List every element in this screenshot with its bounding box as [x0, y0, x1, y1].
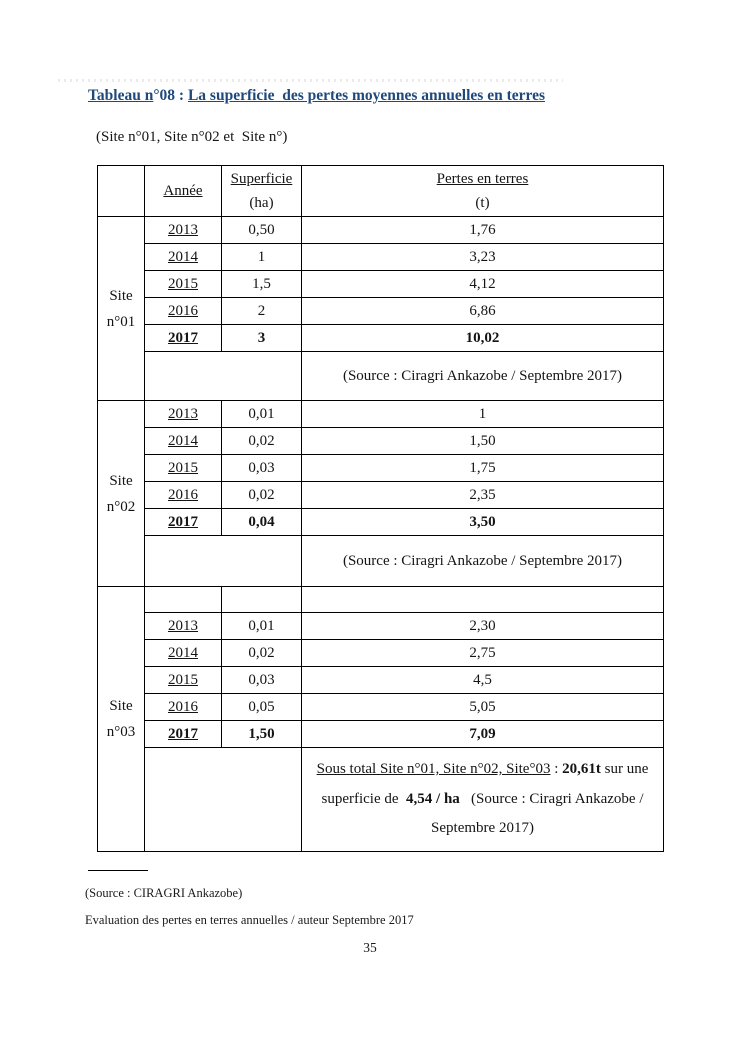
year-cell — [145, 482, 222, 509]
year-value: 2016 — [168, 698, 198, 715]
superficie-cell: 0,02 — [222, 640, 302, 667]
pertes-cell: 5,05 — [302, 694, 664, 721]
site1-label-line2: n°01 — [106, 313, 136, 330]
site3-label-line2: n°03 — [106, 724, 136, 740]
year-value: 2013 — [168, 221, 198, 238]
source-note-cell: (Source : Ciragri Ankazobe / Septembre 2017) — [302, 536, 664, 587]
table-row — [98, 613, 664, 640]
header-superficie-cell — [222, 166, 302, 217]
site2-label-cell — [98, 401, 145, 587]
year-value: 2016 — [168, 302, 198, 319]
pertes-cell: 4,5 — [302, 667, 664, 694]
title-mid: °08 : — [153, 87, 188, 104]
site3-label-line1: Site — [109, 698, 133, 714]
superficie-cell: 0,02 — [222, 482, 302, 509]
source-note-cell: (Source : Ciragri Ankazobe / Septembre 2017) — [302, 352, 664, 401]
year-cell — [145, 455, 222, 482]
pertes-cell: 2,75 — [302, 640, 664, 667]
empty-cell — [222, 587, 302, 613]
title-lead: Tableau n — [88, 87, 154, 104]
year-value: 2015 — [168, 459, 198, 476]
page-number: 35 — [363, 940, 377, 955]
source-note-row — [98, 352, 664, 401]
pertes-cell: 1,76 — [302, 217, 664, 244]
pertes-cell: 2,30 — [302, 613, 664, 640]
year-value: 2013 — [168, 617, 198, 634]
header-site-cell — [98, 166, 145, 217]
year-value: 2017 — [168, 513, 198, 530]
superficie-cell: 1,50 — [222, 721, 302, 748]
year-value: 2015 — [168, 275, 198, 292]
table-row — [98, 217, 664, 244]
source-note-row — [98, 536, 664, 587]
year-value: 2014 — [168, 432, 198, 449]
losses-table — [97, 165, 664, 852]
table-row — [98, 694, 664, 721]
subtotal-area-value: 4,54 / ha — [406, 790, 460, 807]
year-cell — [145, 298, 222, 325]
superficie-cell: 0,04 — [222, 509, 302, 536]
table-header-row — [98, 166, 664, 217]
year-cell — [145, 694, 222, 721]
site1-label-line1: Site — [109, 287, 133, 304]
header-annee-cell — [145, 166, 222, 217]
pertes-cell: 1,50 — [302, 428, 664, 455]
superficie-cell: 3 — [222, 325, 302, 352]
year-value: 2016 — [168, 486, 198, 503]
pertes-cell: 3,23 — [302, 244, 664, 271]
header-pertes-cell — [302, 166, 664, 217]
pertes-cell: 1,75 — [302, 455, 664, 482]
year-cell — [145, 271, 222, 298]
year-cell — [145, 640, 222, 667]
superficie-cell: 0,02 — [222, 428, 302, 455]
year-cell — [145, 325, 222, 352]
pertes-cell: 7,09 — [302, 721, 664, 748]
pertes-cell: 1 — [302, 401, 664, 428]
header-pertes-unit: (t) — [475, 195, 490, 211]
header-superficie-label: Superficie — [230, 171, 293, 187]
empty-cell — [302, 587, 664, 613]
pertes-cell: 2,35 — [302, 482, 664, 509]
year-cell — [145, 721, 222, 748]
year-value: 2015 — [168, 671, 198, 688]
table-row-total — [98, 325, 664, 352]
table-row — [98, 640, 664, 667]
superficie-cell: 1,5 — [222, 271, 302, 298]
subtotal-tail-text: (Source : Ciragri Ankazobe / Septembre 2017) — [431, 790, 648, 837]
header-annee-label: Année — [163, 183, 203, 199]
table-row — [98, 244, 664, 271]
subtotal-total-value: 20,61t — [562, 761, 601, 778]
footnote-source: (Source : CIRAGRI Ankazobe) — [85, 886, 243, 900]
empty-cell — [145, 536, 302, 587]
subtotal-label: Sous total Site n°01, Site n°02, Site°03 — [316, 761, 551, 778]
title-rest: La superficie des pertes moyennes annuelles en terres — [187, 87, 545, 104]
superficie-cell: 2 — [222, 298, 302, 325]
superficie-cell: 0,03 — [222, 667, 302, 694]
superficie-cell: 0,05 — [222, 694, 302, 721]
superficie-cell: 1 — [222, 244, 302, 271]
table-row — [98, 298, 664, 325]
footnote-separator — [88, 870, 148, 871]
empty-cell — [145, 587, 222, 613]
year-value: 2017 — [168, 725, 198, 742]
year-cell — [145, 509, 222, 536]
site2-label-line1: Site — [109, 472, 133, 489]
pertes-cell: 3,50 — [302, 509, 664, 536]
table-row — [98, 455, 664, 482]
empty-cell — [145, 352, 302, 401]
year-value: 2013 — [168, 405, 198, 422]
scan-artifact-band — [58, 79, 563, 82]
table-row-total — [98, 721, 664, 748]
year-value: 2017 — [168, 329, 198, 346]
empty-cell — [145, 748, 302, 852]
table-row — [98, 428, 664, 455]
year-value: 2014 — [168, 644, 198, 661]
superficie-cell: 0,01 — [222, 613, 302, 640]
table-row — [98, 482, 664, 509]
table-row-total — [98, 509, 664, 536]
year-value: 2014 — [168, 248, 198, 265]
header-pertes-label: Pertes en terres — [436, 171, 529, 187]
year-cell — [145, 667, 222, 694]
year-cell — [145, 428, 222, 455]
subtotal-cell — [302, 748, 664, 852]
header-superficie-unit: (ha) — [249, 195, 274, 211]
pertes-cell: 10,02 — [302, 325, 664, 352]
subtotal-colon: : — [550, 761, 563, 778]
year-cell — [145, 613, 222, 640]
footnote-evaluation: Evaluation des pertes en terres annuelles / auteur Septembre 2017 — [85, 913, 414, 927]
table-row — [98, 271, 664, 298]
year-cell — [145, 401, 222, 428]
superficie-cell: 0,50 — [222, 217, 302, 244]
year-cell — [145, 244, 222, 271]
superficie-cell: 0,01 — [222, 401, 302, 428]
year-cell — [145, 217, 222, 244]
table-row — [98, 667, 664, 694]
site2-label-line2: n°02 — [106, 498, 136, 515]
site1-label-cell — [98, 217, 145, 401]
page-title — [88, 87, 545, 105]
page-subtitle: (Site n°01, Site n°02 et Site n°) — [96, 129, 288, 145]
pertes-cell: 4,12 — [302, 271, 664, 298]
spacer-row — [98, 587, 664, 613]
subtotal-mid-text: sur une superficie de — [321, 761, 653, 807]
pertes-cell: 6,86 — [302, 298, 664, 325]
subtotal-row — [98, 748, 664, 852]
superficie-cell: 0,03 — [222, 455, 302, 482]
table-row — [98, 401, 664, 428]
site3-label-cell — [98, 587, 145, 852]
